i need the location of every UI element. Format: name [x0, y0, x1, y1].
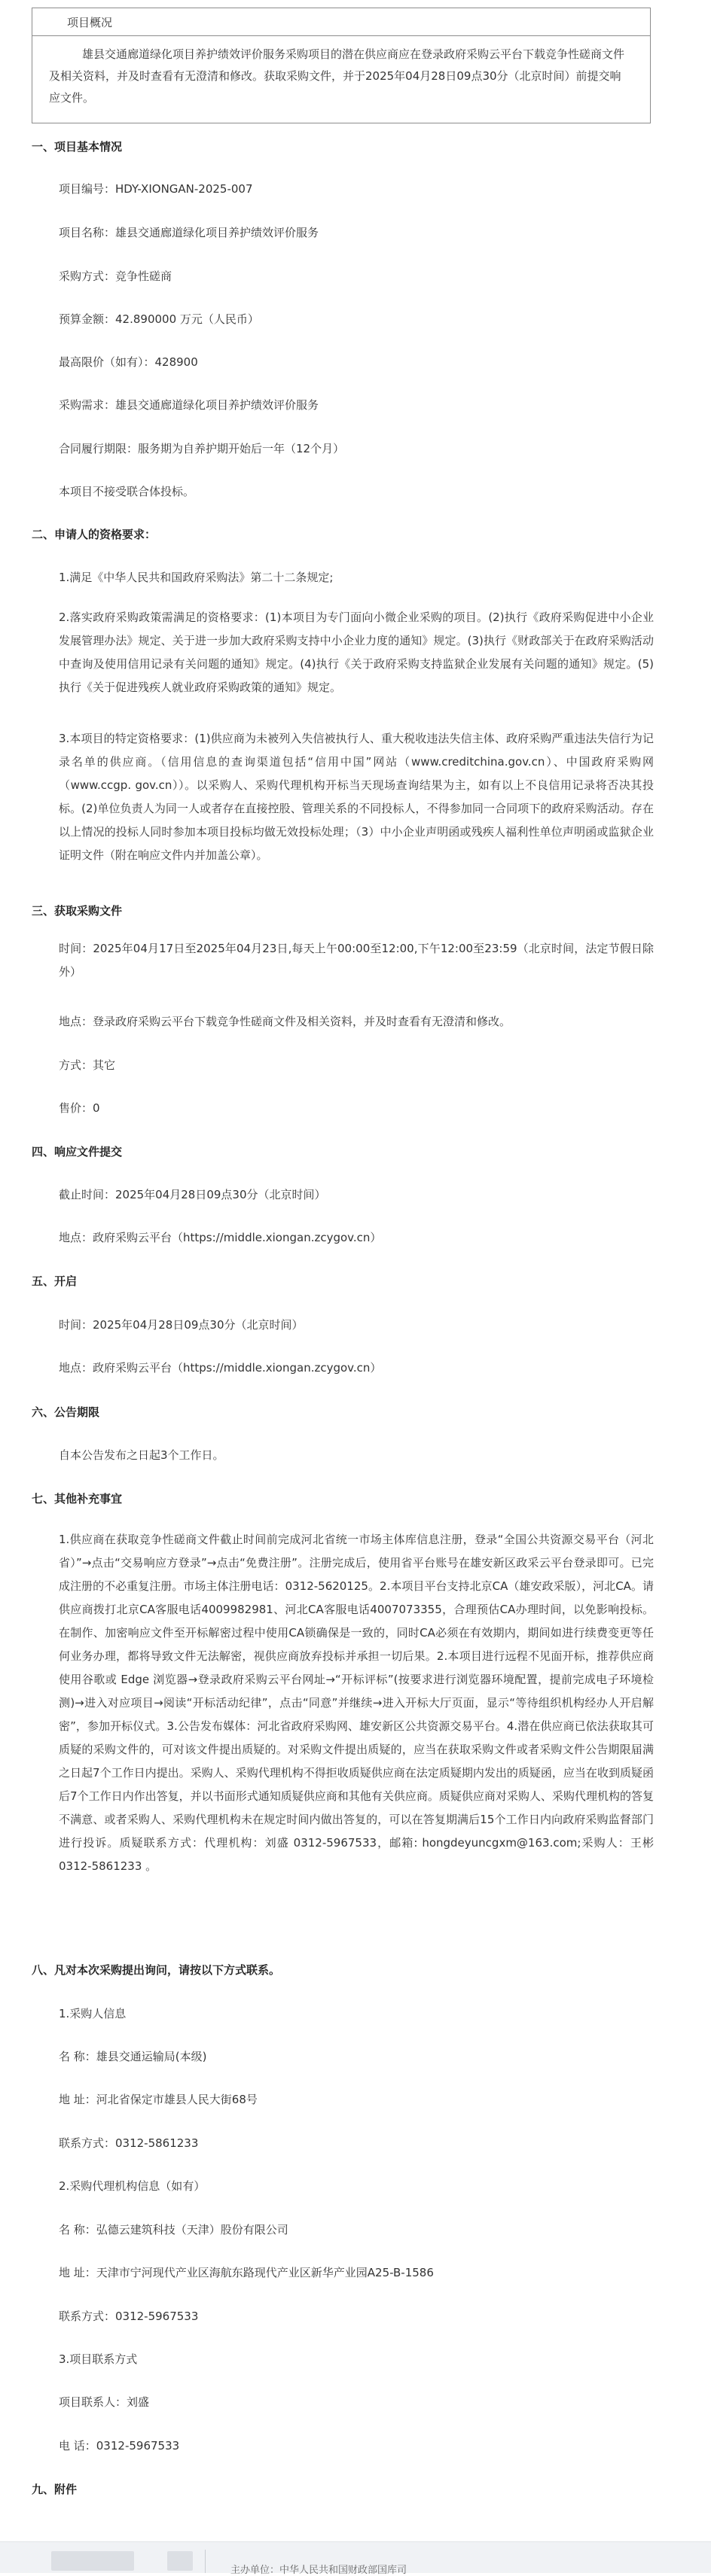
section-3-title: 三、获取采购文件: [32, 904, 123, 918]
section-1-title: 一、项目基本情况: [32, 140, 123, 154]
buyer-phone: 联系方式：0312-5861233: [59, 2136, 199, 2150]
project-contact-heading: 3.项目联系方式: [59, 2352, 138, 2366]
agent-heading: 2.采购代理机构信息（如有）: [59, 2179, 206, 2193]
procurement-method: 采购方式：竞争性磋商: [59, 269, 172, 283]
footer-sponsor-text: 主办单位：中华人民共和国财政部国库司: [230, 2565, 407, 2576]
obtain-time: 时间：2025年04月17日至2025年04月23日,每天上午00:00至12:00,下午12:00至23:59（北京时间，法定节假日除外）: [59, 942, 654, 979]
qualification-2: 2.落实政府采购政策需满足的资格要求：(1)本项目为专门面向小微企业采购的项目。(2)执行《政府采购促进中小企业发展管理办法》规定、关于进一步加大政府采购支持中小企业力度的通知》规定。(3)执行《财政部关于在政府采购活动中查询及使用信用记录有关问题的通知》规定。(4)执行《关于政府采购支持监狱企业发展有关问题的通知》规定。(5)执行《关于促进残疾人就业政府采购政策的通知》规定。: [59, 611, 654, 694]
contract-period: 合同履行期限：服务期为自养护期开始后一年（12个月）: [59, 442, 345, 455]
section-8-title: 八、凡对本次采购提出询问，请按以下方式联系。: [32, 1963, 281, 1977]
site-footer: [0, 2541, 711, 2576]
project-number: 项目编号：HDY-XIONGAN-2025-007: [59, 182, 253, 196]
project-name: 项目名称：雄县交通廊道绿化项目养护绩效评价服务: [59, 226, 319, 239]
submission-deadline: 截止时间：2025年04月28日09点30分（北京时间）: [59, 1188, 326, 1201]
obtain-place: 地点：登录政府采购云平台下载竞争性磋商文件及相关资料，并及时查看有无澄清和修改。: [59, 1015, 511, 1028]
agent-phone: 联系方式：0312-5967533: [59, 2310, 199, 2323]
obtain-method: 方式：其它: [59, 1058, 116, 1072]
overview-title: 项目概况: [32, 8, 650, 36]
section-5-title: 五、开启: [32, 1274, 78, 1288]
footer-divider: [205, 2550, 206, 2573]
qualification-3: 3.本项目的特定资格要求：(1)供应商为未被列入失信被执行人、重大税收违法失信主体、政府采购严重违法失信行为记录名单的供应商。（信用信息的查询渠道包括“信用中国”网站（www.creditchina.gov.cn）、中国政府采购网（www.ccgp. gov.cn））。以采购人、采购代理机构开标当天现场查询结果为主，如有以上不良信用记录将否决其投标。(2)单位负责人为同一人或者存在直接控股、管理关系的不同投标人，不得参加同一合同项下的政府采购活动。存在以上情况的投标人同时参加本项目投标均做无效投标处理；（3）中小企业声明函或残疾人福利性单位声明函或监狱企业证明文件（附在响应文件内并加盖公章）。: [59, 732, 654, 862]
budget-amount: 预算金额：42.890000 万元（人民币）: [59, 312, 259, 326]
section-6-title: 六、公告期限: [32, 1405, 100, 1419]
opening-place: 地点：政府采购云平台（https://middle.xiongan.zcygov.cn）: [59, 1361, 382, 1375]
procurement-requirement: 采购需求：雄县交通廊道绿化项目养护绩效评价服务: [59, 398, 319, 412]
agent-address: 地 址：天津市宁河现代产业区海航东路现代产业区新华产业园A25-B-1586: [59, 2266, 434, 2279]
project-contact-phone: 电 话：0312-5967533: [59, 2439, 180, 2453]
opening-time: 时间：2025年04月28日09点30分（北京时间）: [59, 1318, 304, 1332]
buyer-address: 地 址：河北省保定市雄县人民大街68号: [59, 2093, 258, 2106]
project-contact-person: 项目联系人：刘盛: [59, 2395, 150, 2409]
section-9-title: 九、附件: [32, 2483, 78, 2496]
other-matters: 1.供应商在获取竞争性磋商文件截止时间前完成河北省统一市场主体库信息注册，登录“全国公共资源交易平台（河北省）”→点击“交易响应方登录”→点击“免费注册”。注册完成后，使用省平台账号在雄安新区政采云平台登录即可。已完成注册的不必重复注册。市场主体注册电话：0312-5620125。2.本项目平台支持北京CA（雄安政采版），河北CA。请供应商拨打北京CA客服电话4009982981、河北CA客服电话4007073355，合理预估CA办理时间，以免影响投标。在制作、加密响应文件至开标解密过程中使用CA锁确保是一致的，同时CA必须在有效期内，期间如进行续费变更等任何业务办理，都将导致文件无法解密，视供应商放弃投标并承担一切后果。2.本项目进行远程不见面开标，推荐供应商使用谷歌或 Edge 浏览器→登录政府采购云平台网址→“开标评标”(按要求进行浏览器环境配置，提前完成电子环境检测)→进入对应项目→阅读“开标活动纪律”，点击“同意”并继续→进入开标大厅页面，显示“等待组织机构经办人开启解密”，参加开标仪式。3.公告发布媒体：河北省政府采购网、雄安新区公共资源交易平台。4.潜在供应商已依法获取其可质疑的采购文件的，可对该文件提出质疑的。对采购文件提出质疑的，应当在获取采购文件或者采购文件公告期限届满之日起7个工作日内提出。采购人、采购代理机构不得拒收质疑供应商在法定质疑期内发出的质疑函，应当在收到质疑函后7个工作日内作出答复，并以书面形式通知质疑供应商和其他有关供应商。质疑供应商对采购人、采购代理机构的答复不满意、或者采购人、采购代理机构未在规定时间内做出答复的，可以在答复期满后15个工作日内向政府采购监督部门进行投诉。质疑联系方式：代理机构：刘盛 0312-5967533，邮箱: hongdeyuncgxm@163.com;采购人：王彬 0312-5861233 。: [59, 1533, 654, 1873]
footer-logo[interactable]: [51, 2551, 134, 2571]
submission-place: 地点：政府采购云平台（https://middle.xiongan.zcygov.cn）: [59, 1231, 382, 1244]
project-overview-box: [32, 8, 651, 123]
max-price: 最高限价（如有）：428900: [59, 355, 198, 369]
notice-period: 自本公告发布之日起3个工作日。: [59, 1448, 224, 1462]
section-2-title: 二、申请人的资格要求：: [32, 528, 157, 541]
consortium-note: 本项目不接受联合体投标。: [59, 485, 195, 498]
qualification-1: 1.满足《中华人民共和国政府采购法》第二十二条规定;: [59, 571, 334, 584]
section-7-title: 七、其他补充事宜: [32, 1492, 123, 1506]
agent-name: 名 称：弘德云建筑科技（天津）股份有限公司: [59, 2223, 288, 2236]
overview-text: 雄县交通廊道绿化项目养护绩效评价服务采购项目的潜在供应商应在登录政府采购云平台下载竞争性磋商文件及相关资料，并及时查看有无澄清和修改。获取采购文件，并于2025年04月28日09点30分（北京时间）前提交响应文件。: [49, 47, 625, 105]
obtain-price: 售价：0: [59, 1101, 100, 1115]
buyer-heading: 1.采购人信息: [59, 2007, 127, 2020]
buyer-name: 名 称：雄县交通运输局(本级): [59, 2050, 207, 2063]
footer-badge[interactable]: [167, 2551, 193, 2571]
section-4-title: 四、响应文件提交: [32, 1145, 123, 1159]
